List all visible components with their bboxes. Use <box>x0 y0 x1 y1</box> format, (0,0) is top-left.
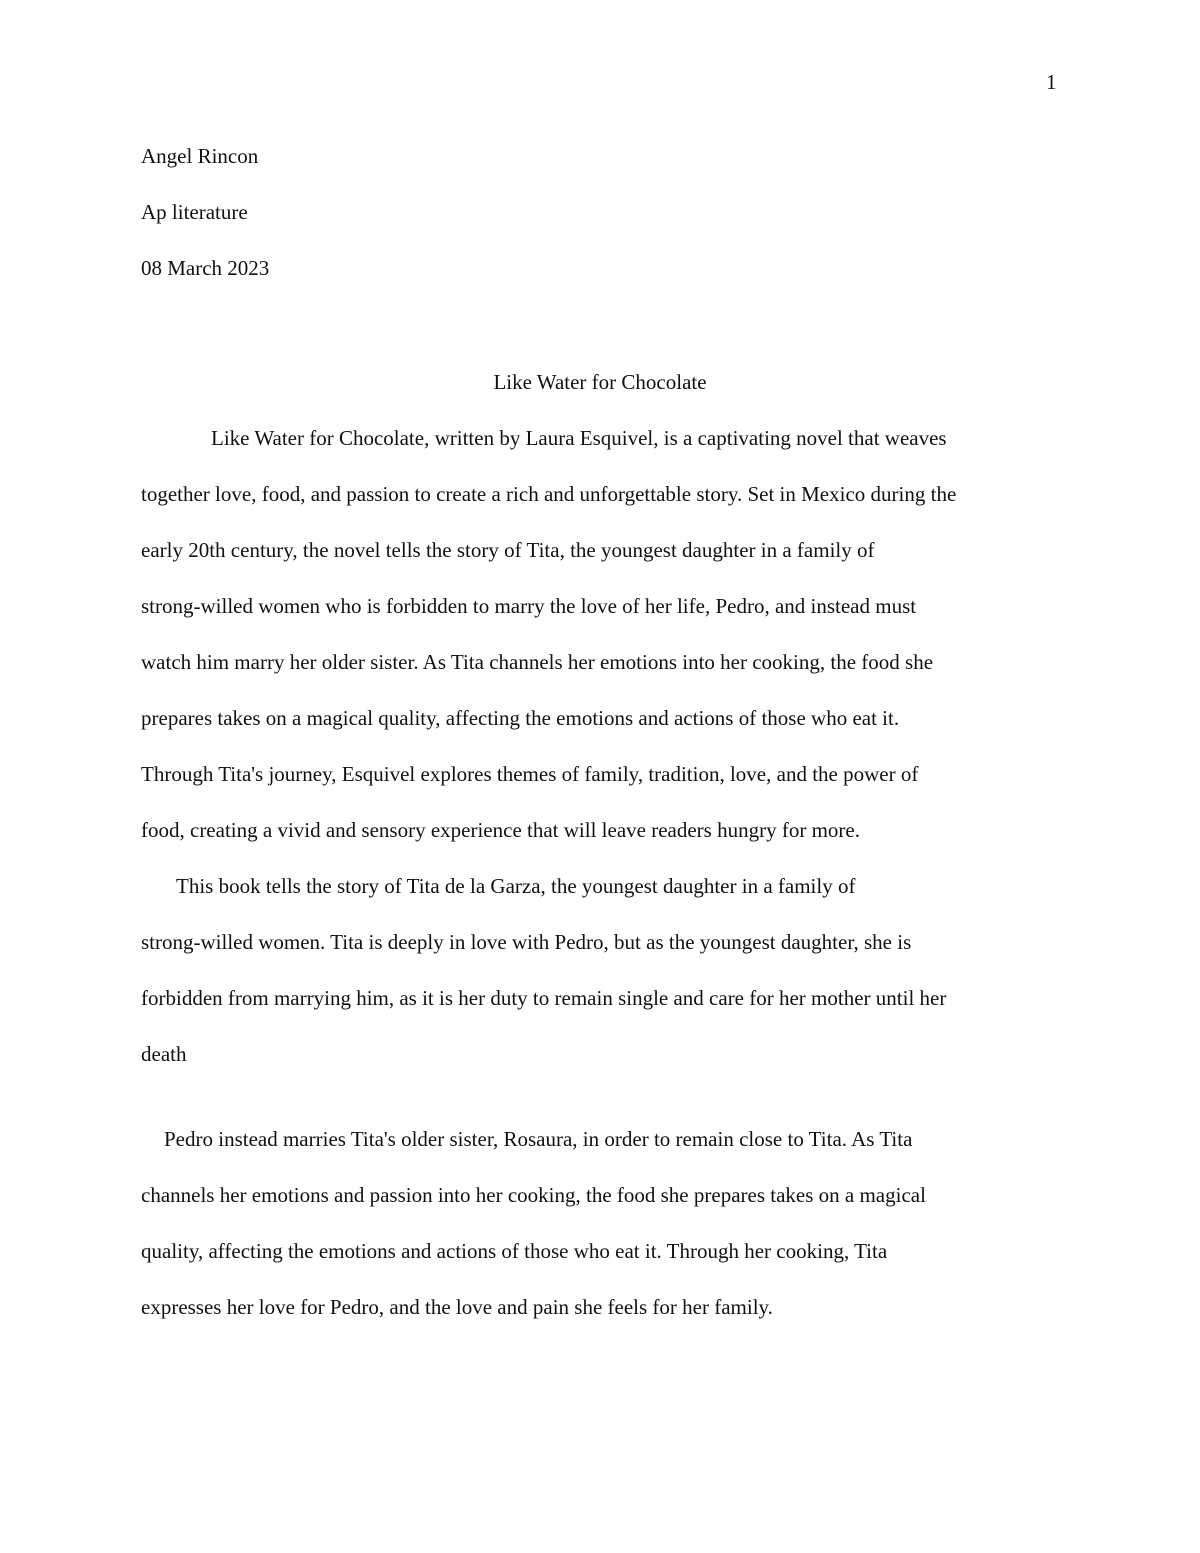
course-name: Ap literature <box>141 200 248 224</box>
paragraph-2-line: This book tells the story of Tita de la Garza, the youngest daughter in a family of <box>176 874 856 898</box>
paragraph-1-line: strong-willed women who is forbidden to marry the love of her life, Pedro, and instead must <box>141 594 917 618</box>
paragraph-1-line: watch him marry her older sister. As Tita channels her emotions into her cooking, the food she <box>141 650 934 674</box>
paragraph-3-line: expresses her love for Pedro, and the love and pain she feels for her family. <box>141 1295 773 1319</box>
page-number: 1 <box>1046 70 1057 94</box>
essay-date: 08 March 2023 <box>141 256 270 280</box>
paragraph-1-line: food, creating a vivid and sensory experience that will leave readers hungry for more. <box>141 818 860 842</box>
paragraph-1-line: Through Tita's journey, Esquivel explores themes of family, tradition, love, and the power of <box>141 762 919 786</box>
paragraph-1-line: together love, food, and passion to create a rich and unforgettable story. Set in Mexico during the <box>141 482 957 506</box>
paragraph-1-line: prepares takes on a magical quality, affecting the emotions and actions of those who eat it. <box>141 706 900 730</box>
essay-title: Like Water for Chocolate <box>493 370 707 394</box>
paragraph-3-line: Pedro instead marries Tita's older sister, Rosaura, in order to remain close to Tita. As Tita <box>164 1127 913 1151</box>
paragraph-3-line: quality, affecting the emotions and actions of those who eat it. Through her cooking, Tita <box>141 1239 888 1263</box>
paragraph-2-line: strong-willed women. Tita is deeply in love with Pedro, but as the youngest daughter, she is <box>141 930 912 954</box>
paragraph-3-line: channels her emotions and passion into her cooking, the food she prepares takes on a magical <box>141 1183 926 1207</box>
paragraph-1-line: early 20th century, the novel tells the story of Tita, the youngest daughter in a family of <box>141 538 875 562</box>
paragraph-1-line: Like Water for Chocolate, written by Laura Esquivel, is a captivating novel that weaves <box>211 426 947 450</box>
paragraph-2-line: death <box>141 1042 187 1066</box>
author-name: Angel Rincon <box>141 144 259 168</box>
paragraph-2-line: forbidden from marrying him, as it is her duty to remain single and care for her mother until her <box>141 986 947 1010</box>
